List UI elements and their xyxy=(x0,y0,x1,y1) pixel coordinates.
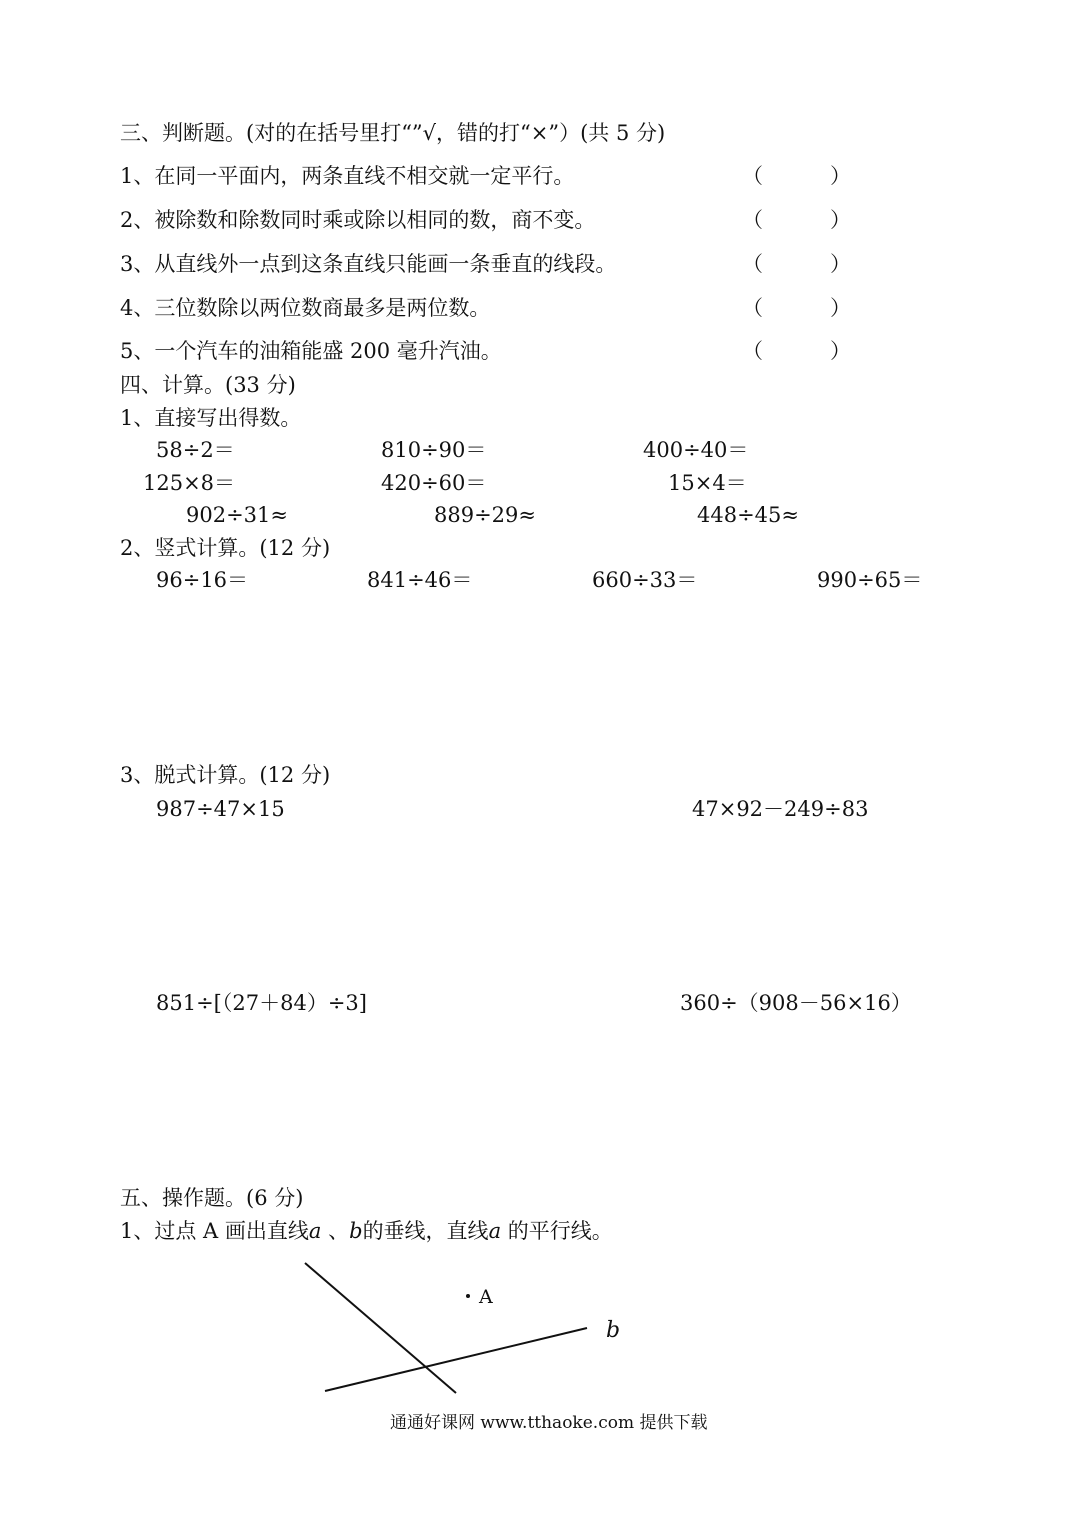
part3-title: 3、脱式计算。(12 分) xyxy=(120,763,331,787)
answer-blank-3[interactable]: （ ） xyxy=(742,252,851,276)
judge-item-3: 3、从直线外一点到这条直线只能画一条垂直的线段。 xyxy=(120,252,617,276)
mental-calc-item: 902÷31≈ xyxy=(186,503,288,527)
section3-title: 三、判断题。(对的在括号里打“”√，错的打“×”）(共 5 分) xyxy=(120,121,666,145)
var-a: a xyxy=(488,1219,502,1243)
part1-title: 1、直接写出得数。 xyxy=(120,406,302,430)
line-b xyxy=(325,1328,587,1391)
part2-title: 2、竖式计算。(12 分) xyxy=(120,536,331,560)
line-a xyxy=(305,1263,456,1393)
var-a: a xyxy=(308,1219,322,1243)
judge-item-1: 1、在同一平面内，两条直线不相交就一定平行。 xyxy=(120,164,575,188)
step-calc-item: 851÷[（27＋84）÷3] xyxy=(156,991,367,1015)
mental-calc-item: 889÷29≈ xyxy=(434,503,536,527)
mental-calc-item: 15×4＝ xyxy=(668,471,747,495)
judge-item-2: 2、被除数和除数同时乘或除以相同的数，商不变。 xyxy=(120,208,596,232)
mental-calc-item: 420÷60＝ xyxy=(381,471,487,495)
vertical-calc-item: 96÷16＝ xyxy=(156,568,249,592)
judge-item-5: 5、一个汽车的油箱能盛 200 毫升汽油。 xyxy=(120,339,502,363)
step-calc-item: 987÷47×15 xyxy=(156,797,285,821)
vertical-calc-item: 841÷46＝ xyxy=(367,568,473,592)
answer-blank-5[interactable]: （ ） xyxy=(742,339,851,363)
section5-title: 五、操作题。(6 分) xyxy=(120,1186,304,1210)
mental-calc-item: 125×8＝ xyxy=(143,471,236,495)
var-b: b xyxy=(349,1219,363,1243)
line-b-label: b xyxy=(606,1318,621,1343)
answer-blank-1[interactable]: （ ） xyxy=(742,164,851,188)
footer-credit: 通通好课网 www.tthaoke.com 提供下载 xyxy=(390,1413,708,1433)
mental-calc-item: 58÷2＝ xyxy=(156,438,235,462)
point-a-dot xyxy=(466,1294,470,1298)
step-calc-item: 360÷（908－56×16） xyxy=(680,991,912,1015)
vertical-calc-item: 990÷65＝ xyxy=(817,568,923,592)
mental-calc-item: 810÷90＝ xyxy=(381,438,487,462)
mental-calc-item: 448÷45≈ xyxy=(697,503,799,527)
vertical-calc-item: 660÷33＝ xyxy=(592,568,698,592)
operation-q1: 1、过点 A 画出直线a 、b的垂线，直线a 的平行线。 xyxy=(120,1219,613,1243)
mental-calc-item: 400÷40＝ xyxy=(643,438,749,462)
section4-title: 四、计算。(33 分) xyxy=(120,373,296,397)
step-calc-item: 47×92－249÷83 xyxy=(692,797,869,821)
judge-item-4: 4、三位数除以两位数商最多是两位数。 xyxy=(120,296,491,320)
point-a-label: A xyxy=(479,1286,493,1308)
answer-blank-2[interactable]: （ ） xyxy=(742,208,851,232)
answer-blank-4[interactable]: （ ） xyxy=(742,296,851,320)
